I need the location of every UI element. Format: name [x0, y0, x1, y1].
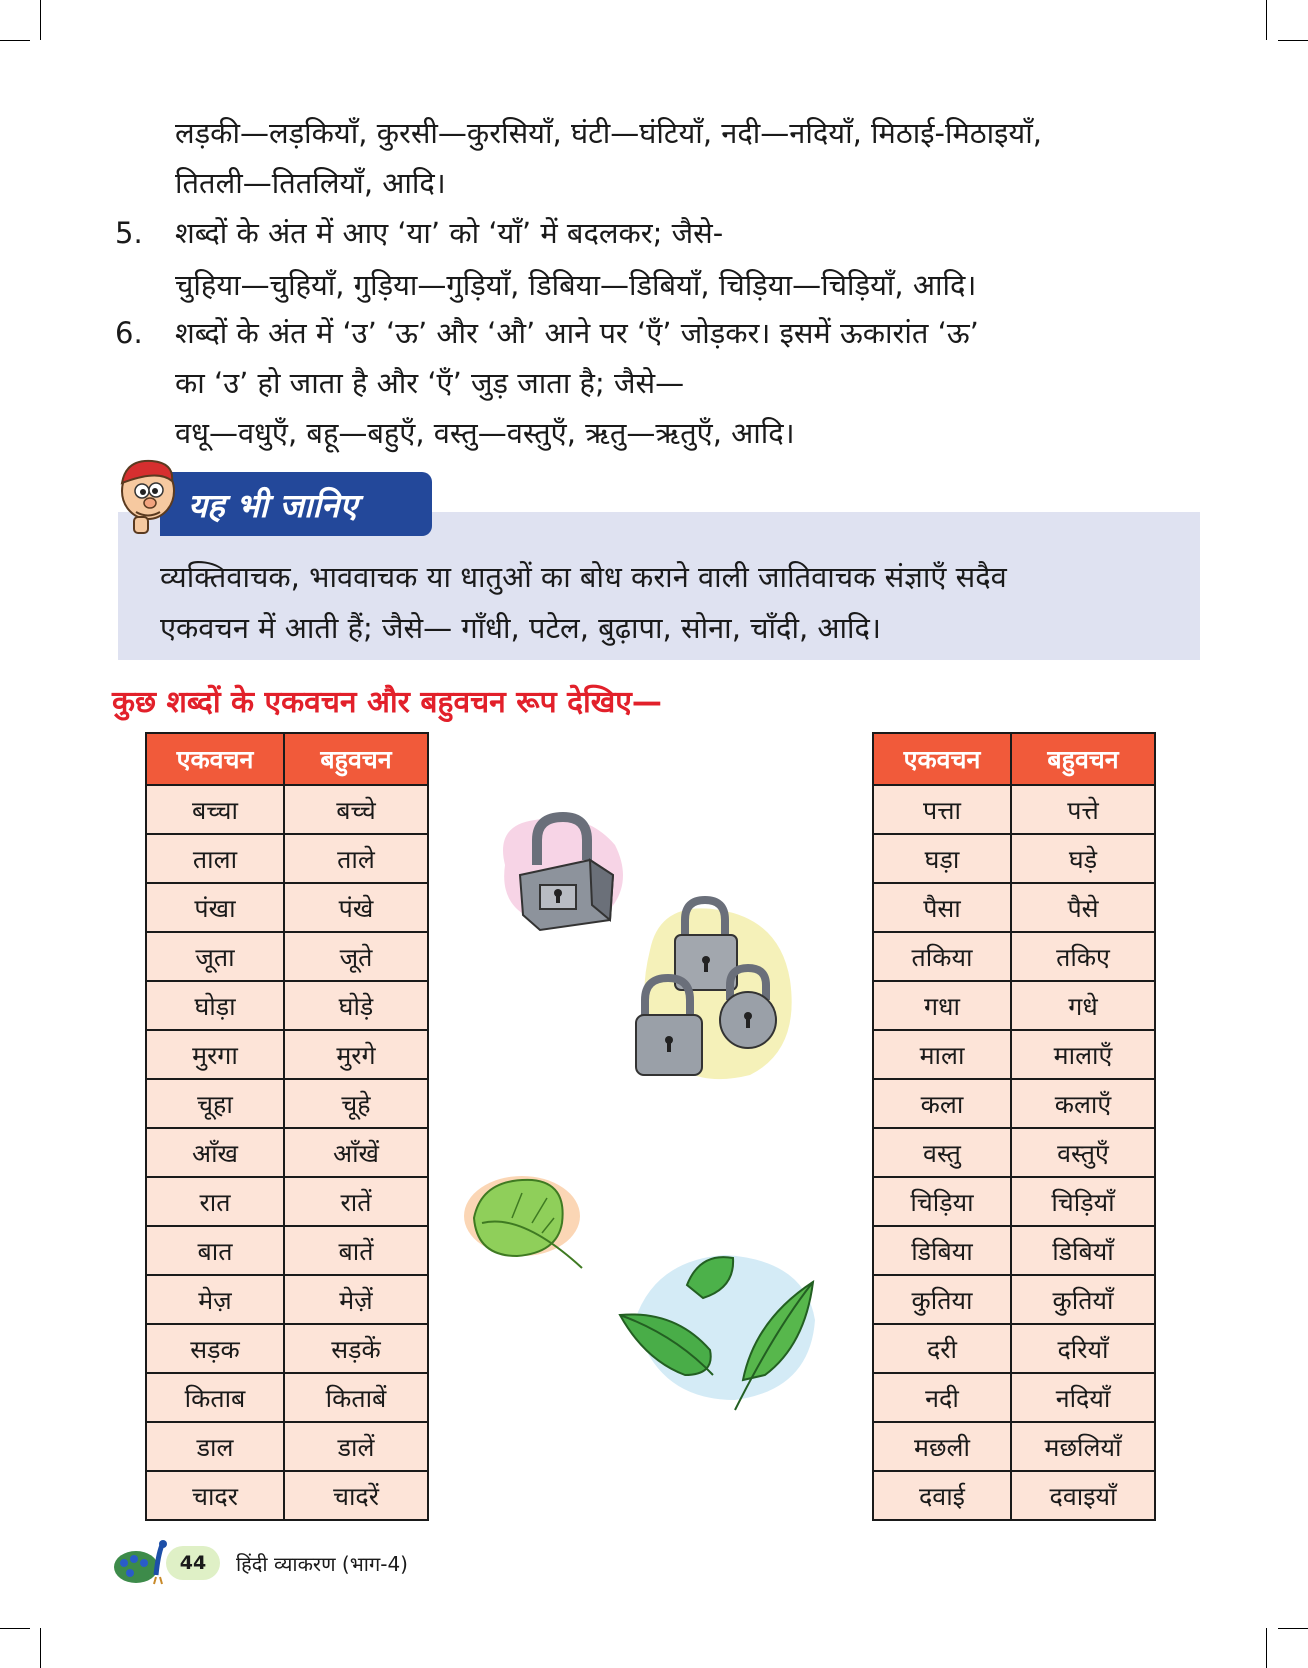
- plural-cell: पंखे: [284, 883, 428, 932]
- singular-cell: माला: [873, 1030, 1011, 1079]
- table-row: [873, 834, 1155, 883]
- singular-cell: नदी: [873, 1373, 1011, 1422]
- plural-cell: दरियाँ: [1011, 1324, 1155, 1373]
- crop-mark: [1278, 40, 1308, 41]
- crop-mark: [0, 1628, 30, 1629]
- crop-mark: [0, 40, 30, 41]
- leaves-group-icon: [615, 1240, 825, 1415]
- plural-cell: कलाएँ: [1011, 1079, 1155, 1128]
- singular-cell: पैसा: [873, 883, 1011, 932]
- table-row: [873, 883, 1155, 932]
- singular-cell: मछली: [873, 1422, 1011, 1471]
- info-line: एकवचन में आती हैं; जैसे— गाँधी, पटेल, बुढ़ापा, सोना, चाँदी, आदि।: [160, 611, 881, 645]
- plural-cell: वस्तुएँ: [1011, 1128, 1155, 1177]
- plural-cell: चिड़ियाँ: [1011, 1177, 1155, 1226]
- plural-cell: डिबियाँ: [1011, 1226, 1155, 1275]
- header-plural: बहुवचन: [1011, 733, 1155, 785]
- table-row: [146, 834, 428, 883]
- table-row: [873, 1471, 1155, 1520]
- table-row: [873, 1275, 1155, 1324]
- padlock-group-icon: [630, 890, 800, 1090]
- singular-cell: सड़क: [146, 1324, 284, 1373]
- right-word-table: [872, 732, 1156, 1521]
- header-plural: बहुवचन: [284, 733, 428, 785]
- plural-cell: मालाएँ: [1011, 1030, 1155, 1079]
- rule-number: 6.: [115, 316, 143, 350]
- plural-cell: चादरें: [284, 1471, 428, 1520]
- table-row: [146, 1226, 428, 1275]
- table-row: [873, 932, 1155, 981]
- plural-cell: मुरगे: [284, 1030, 428, 1079]
- line-text: लड़की—लड़कियाँ, कुरसी—कुरसियाँ, घंटी—घंटियाँ, नदी—नदियाँ, मिठाई-मिठाइयाँ,: [175, 116, 1042, 150]
- plural-cell: किताबें: [284, 1373, 428, 1422]
- singular-cell: पंखा: [146, 883, 284, 932]
- table-row: [146, 1422, 428, 1471]
- line-text: वधू—वधुएँ, बहू—बहुएँ, वस्तु—वस्तुएँ, ऋतु—ऋतुएँ, आदि।: [175, 416, 795, 450]
- plural-cell: सड़कें: [284, 1324, 428, 1373]
- singular-cell: कला: [873, 1079, 1011, 1128]
- header-singular: एकवचन: [873, 733, 1011, 785]
- info-banner: [160, 472, 432, 536]
- table-row: [873, 785, 1155, 834]
- plural-cell: पत्ते: [1011, 785, 1155, 834]
- plural-cell: घोड़े: [284, 981, 428, 1030]
- table-row: [146, 932, 428, 981]
- table-header-row: [146, 733, 428, 785]
- singular-cell: डाल: [146, 1422, 284, 1471]
- plural-cell: पैसे: [1011, 883, 1155, 932]
- table-row: [146, 1177, 428, 1226]
- table-row: [146, 1471, 428, 1520]
- table-row: [146, 1128, 428, 1177]
- singular-cell: डिबिया: [873, 1226, 1011, 1275]
- plural-cell: दवाइयाँ: [1011, 1471, 1155, 1520]
- singular-cell: घोड़ा: [146, 981, 284, 1030]
- singular-cell: कुतिया: [873, 1275, 1011, 1324]
- peacock-icon: [112, 1535, 172, 1585]
- left-word-table: [145, 732, 429, 1521]
- plural-cell: डालें: [284, 1422, 428, 1471]
- plural-cell: नदियाँ: [1011, 1373, 1155, 1422]
- leaf-illustration-icon: [462, 1168, 592, 1278]
- plural-cell: रातें: [284, 1177, 428, 1226]
- table-row: [146, 1275, 428, 1324]
- info-line: व्यक्तिवाचक, भाववाचक या धातुओं का बोध कराने वाली जातिवाचक संज्ञाएँ सदैव: [160, 560, 1007, 594]
- singular-cell: घड़ा: [873, 834, 1011, 883]
- singular-cell: ताला: [146, 834, 284, 883]
- singular-cell: दवाई: [873, 1471, 1011, 1520]
- table-row: [146, 883, 428, 932]
- plural-cell: गधे: [1011, 981, 1155, 1030]
- table-row: [146, 1079, 428, 1128]
- singular-cell: पत्ता: [873, 785, 1011, 834]
- plural-cell: तकिए: [1011, 932, 1155, 981]
- section-heading: कुछ शब्दों के एकवचन और बहुवचन रूप देखिए—: [112, 685, 662, 720]
- line-text: शब्दों के अंत में आए ‘या’ को ‘याँ’ में बदलकर; जैसे-: [175, 216, 724, 250]
- singular-cell: रात: [146, 1177, 284, 1226]
- table-row: [873, 1324, 1155, 1373]
- line-text: शब्दों के अंत में ‘उ’ ‘ऊ’ और ‘औ’ आने पर ‘एँ’ जोड़कर। इसमें ऊकारांत ‘ऊ’: [175, 316, 979, 350]
- table-row: [873, 1079, 1155, 1128]
- table-row: [146, 1373, 428, 1422]
- plural-cell: चूहे: [284, 1079, 428, 1128]
- plural-cell: ताले: [284, 834, 428, 883]
- singular-cell: बच्चा: [146, 785, 284, 834]
- crop-mark: [1266, 1628, 1267, 1668]
- singular-cell: आँख: [146, 1128, 284, 1177]
- page-number: 44: [166, 1546, 220, 1580]
- singular-cell: तकिया: [873, 932, 1011, 981]
- singular-cell: वस्तु: [873, 1128, 1011, 1177]
- line-text: तितली—तितलियाँ, आदि।: [175, 166, 446, 200]
- crop-mark: [40, 0, 41, 40]
- crop-mark: [1266, 0, 1267, 40]
- rule-number: 5.: [115, 216, 143, 250]
- plural-cell: जूते: [284, 932, 428, 981]
- table-row: [146, 1324, 428, 1373]
- singular-cell: दरी: [873, 1324, 1011, 1373]
- crop-mark: [1278, 1628, 1308, 1629]
- table-row: [873, 1226, 1155, 1275]
- header-singular: एकवचन: [146, 733, 284, 785]
- table-row: [873, 1030, 1155, 1079]
- crop-mark: [40, 1628, 41, 1668]
- plural-cell: घड़े: [1011, 834, 1155, 883]
- plural-cell: कुतियाँ: [1011, 1275, 1155, 1324]
- singular-cell: बात: [146, 1226, 284, 1275]
- table-header-row: [873, 733, 1155, 785]
- table-row: [873, 981, 1155, 1030]
- singular-cell: किताब: [146, 1373, 284, 1422]
- info-box-text: [160, 552, 1007, 654]
- table-row: [146, 1030, 428, 1079]
- plural-cell: मछलियाँ: [1011, 1422, 1155, 1471]
- plural-cell: बच्चे: [284, 785, 428, 834]
- line-text: चुहिया—चुहियाँ, गुड़िया—गुड़ियाँ, डिबिया—डिबियाँ, चिड़िया—चिड़ियाँ, आदि।: [175, 268, 977, 302]
- line-text: का ‘उ’ हो जाता है और ‘एँ’ जुड़ जाता है; जैसे—: [175, 366, 685, 400]
- singular-cell: मेज़: [146, 1275, 284, 1324]
- padlock-illustration-icon: [495, 805, 635, 935]
- singular-cell: चादर: [146, 1471, 284, 1520]
- singular-cell: गधा: [873, 981, 1011, 1030]
- singular-cell: चूहा: [146, 1079, 284, 1128]
- table-row: [873, 1422, 1155, 1471]
- book-title: हिंदी व्याकरण (भाग-4): [236, 1552, 408, 1576]
- table-row: [146, 981, 428, 1030]
- plural-cell: मेज़ें: [284, 1275, 428, 1324]
- singular-cell: जूता: [146, 932, 284, 981]
- table-row: [873, 1128, 1155, 1177]
- singular-cell: चिड़िया: [873, 1177, 1011, 1226]
- plural-cell: आँखें: [284, 1128, 428, 1177]
- table-row: [146, 785, 428, 834]
- table-row: [873, 1177, 1155, 1226]
- table-row: [873, 1373, 1155, 1422]
- boy-mascot-icon: [112, 455, 182, 535]
- singular-cell: मुरगा: [146, 1030, 284, 1079]
- info-banner-title: यह भी जानिए: [188, 486, 358, 525]
- plural-cell: बातें: [284, 1226, 428, 1275]
